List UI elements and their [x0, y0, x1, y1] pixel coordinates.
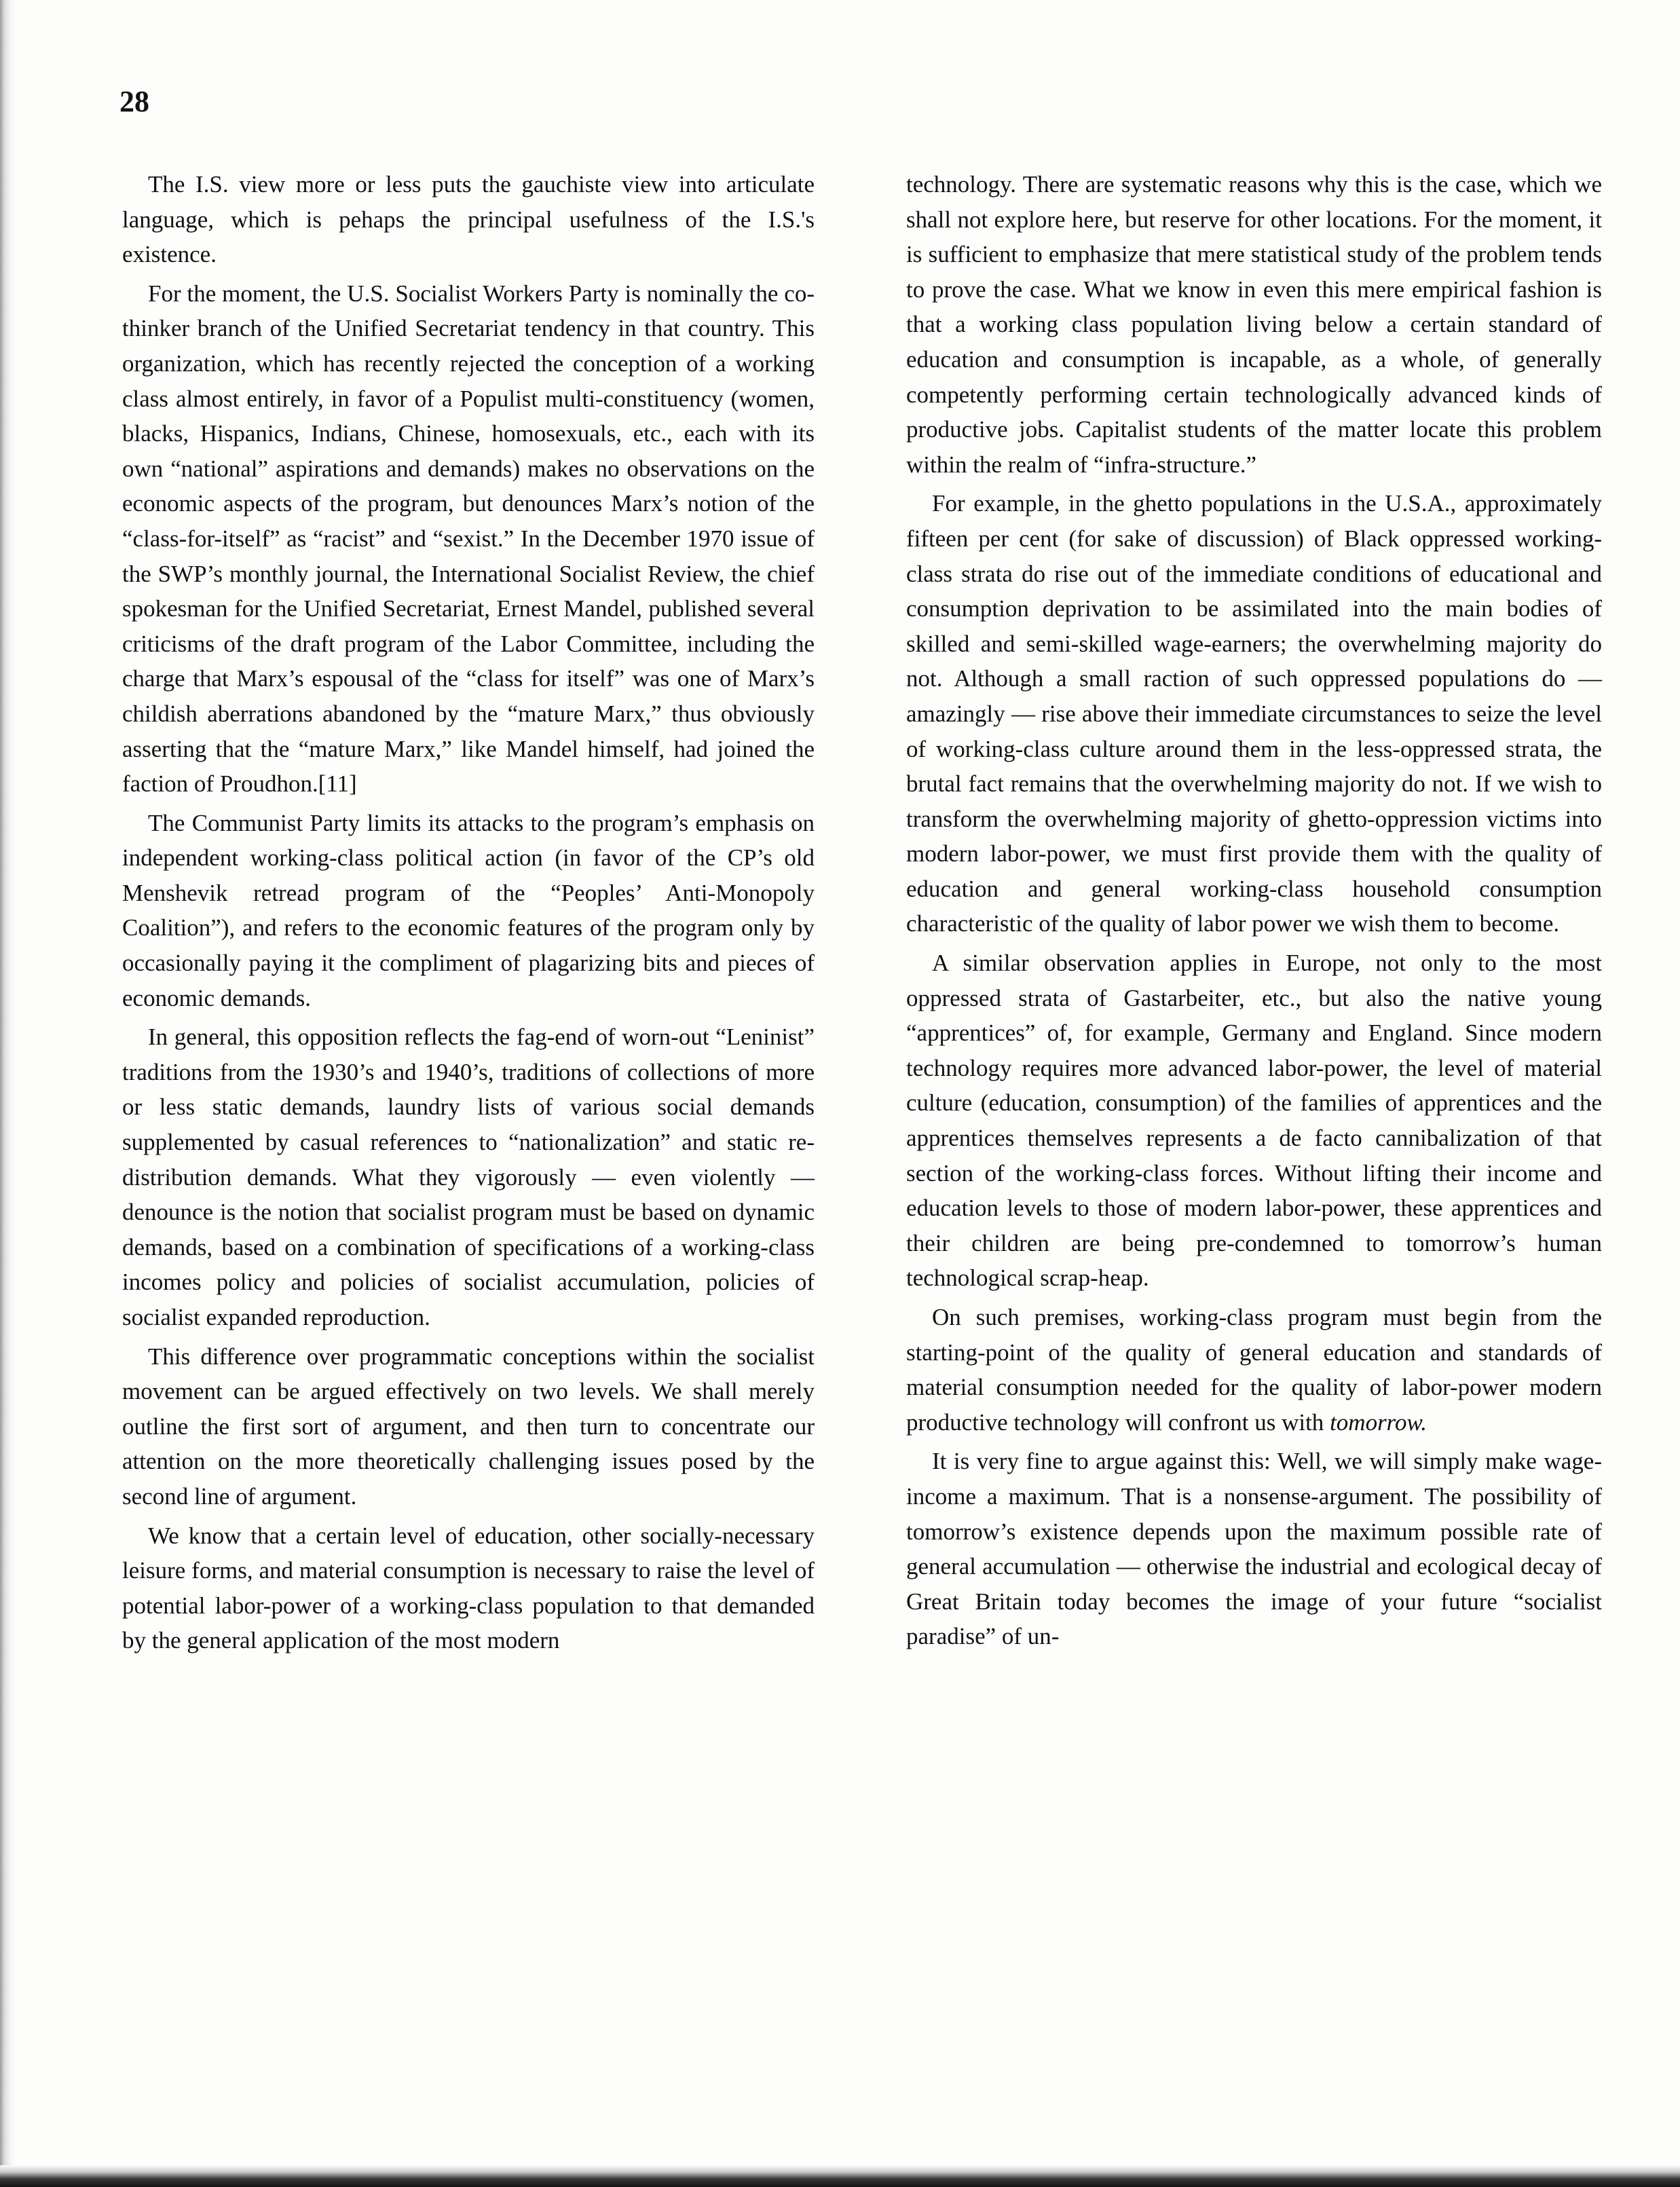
left-column [122, 167, 815, 1662]
page-left-edge-shadow [0, 0, 15, 2187]
page-number: 28 [119, 85, 149, 118]
paragraph: technology. There are systematic reasons why this is the case, which we shall not explore here, but reserve for other locations. For the moment, it is sufficient to emphasize that mere statistical study of the problem tends to prove the case. What we know in even this mere empirical fashion is that a working class population living below a certain standard of education and consumption is incapable, as a whole, of generally competently performing certain technologically advanced kinds of productive jobs. Capitalist students of the matter locate this problem within the realm of “infra-structure.” [906, 171, 1602, 478]
paragraph: For example, in the ghetto populations in the U.S.A., approximately fifteen per cent (for sake of discussion) of Black oppressed working-class strata do rise out of the immediate conditions of educational and consumption deprivation to be assimilated into the main bodies of skilled and semi-skilled wage-earners; the overwhelming majority do not. Although a small raction of such oppressed populations do — amazingly — rise above their immediate circumstances to seize the level of working-class culture around them in the less-oppressed strata, the brutal fact remains that the overwhelming majority do not. If we wish to transform the overwhelming majority of ghetto-oppression victims into modern labor-power, we must first provide them with the quality of education and general working-class household consumption characteristic of the quality of labor power we wish them to become. [906, 490, 1602, 937]
paragraph: This difference over programmatic conceptions within the socialist movement can be argued effectively on two levels. We shall merely outline the first sort of argument, and then turn to concentrate our attention on the more theoretically challenging issues posed by the second line of argument. [122, 1343, 815, 1510]
italic-word: tomorrow. [1330, 1408, 1427, 1436]
paragraph-text: On such premises, working-class program must begin from the starting-point of the quality of general education and standards of material consumption needed for the quality of labor-power modern productive technology will confront us with [906, 1304, 1602, 1436]
paragraph-with-italic [906, 1300, 1602, 1440]
paragraph: The Communist Party limits its attacks to the program’s emphasis on independent working-class political action (in favor of the CP’s old Menshevik retread program of the “Peoples’ Anti-Monopoly Coalition”), and refers to the economic features of the program only by occasionally paying it the compliment of plagarizing bits and pieces of economic demands. [122, 809, 815, 1011]
paragraph: We know that a certain level of education, other socially-necessary leisure forms, and material consumption is necessary to raise the level of potential labor-power of a working-class population to that demanded by the general application of the most modern [122, 1522, 815, 1654]
paragraph: For the moment, the U.S. Socialist Workers Party is nominally the co-thinker branch of the Unified Secretariat tendency in that country. This organization, which has recently rejected the conception of a working class almost entirely, in favor of a Populist multi-constituency (women, blacks, Hispanics, Indians, Chinese, homosexuals, etc., each with its own “national” aspirations and demands) makes no observations on the economic aspects of the program, but denounces Marx’s notion of the “class-for-itself” as “racist” and “sexist.” In the December 1970 issue of the SWP’s monthly journal, the International Socialist Review, the chief spokesman for the Unified Secretariat, Ernest Mandel, published several criticisms of the draft program of the Labor Committee, including the charge that Marx’s espousal of the “class for itself” was one of Marx’s childish aberrations abandoned by the “mature Marx,” thus obviously asserting that the “mature Marx,” like Mandel himself, had joined the faction of Proudhon.[11] [122, 280, 815, 798]
page-bottom-edge-shadow [0, 2165, 1680, 2187]
paragraph: The I.S. view more or less puts the gauchiste view into articulate language, which is pehaps the principal usefulness of the I.S.'s existence. [122, 171, 815, 268]
paragraph: A similar observation applies in Europe, not only to the most oppressed strata of Gastarbeiter, etc., but also the native young “apprentices” of, for example, Germany and England. Since modern technology requires more advanced labor-power, the level of material culture (education, consumption) of the families of apprentices and the apprentices themselves represents a de facto cannibalization of that section of the working-class forces. Without lifting their income and education levels to those of modern labor-power, these apprentices and their children are being pre-condemned to tomorrow’s human technological scrap-heap. [906, 950, 1602, 1292]
right-column [906, 167, 1602, 1658]
paragraph: In general, this opposition reflects the fag-end of worn-out “Leninist” traditions from the 1930’s and 1940’s, traditions of collections of more or less static demands, laundry lists of various social demands supplemented by casual references to “nationalization” and static re-distribution demands. What they vigorously — even violently — denounce is the notion that socialist program must be based on dynamic demands, based on a combination of specifications of a working-class incomes policy and policies of socialist accumulation, policies of socialist expanded reproduction. [122, 1024, 815, 1330]
paragraph: It is very fine to argue against this: Well, we will simply make wage-income a maximum. That is a nonsense-argument. The possibility of tomorrow’s existence depends upon the maximum possible rate of general accumulation — otherwise the industrial and ecological decay of Great Britain today becomes the image of your future “socialist paradise” of un- [906, 1448, 1602, 1650]
